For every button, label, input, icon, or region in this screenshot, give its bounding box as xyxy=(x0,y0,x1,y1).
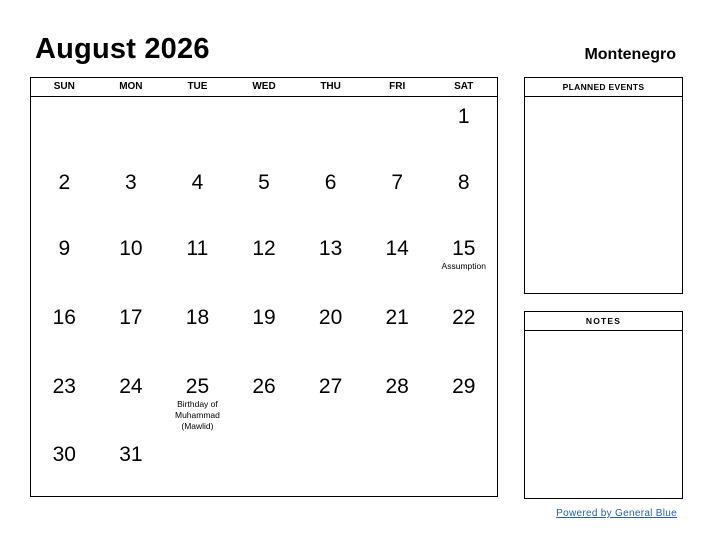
empty-day-cell xyxy=(430,435,497,499)
day-number: 30 xyxy=(52,443,76,466)
day-cell xyxy=(364,229,431,298)
day-cell xyxy=(231,229,298,298)
weekday-tue: TUE xyxy=(187,81,208,92)
day-cell xyxy=(31,229,98,298)
day-number: 25 xyxy=(185,375,210,398)
day-number: 24 xyxy=(119,375,143,398)
day-cell xyxy=(98,229,165,298)
page-title: August 2026 xyxy=(35,33,210,65)
empty-day-cell xyxy=(364,97,431,163)
day-cell xyxy=(98,298,165,367)
weekday-mon: MON xyxy=(119,81,143,92)
day-cell xyxy=(297,229,364,298)
day-number: 17 xyxy=(119,306,143,329)
day-cell xyxy=(364,163,431,229)
holiday-label: Assumption xyxy=(441,261,486,271)
weekday-fri: FRI xyxy=(389,81,406,92)
day-cell xyxy=(430,229,497,298)
day-cell xyxy=(31,163,98,229)
powered-by-link[interactable]: Powered by General Blue xyxy=(556,508,677,519)
day-cell xyxy=(231,163,298,229)
day-cell xyxy=(430,298,497,367)
day-cell xyxy=(164,163,231,229)
calendar-week-row xyxy=(31,435,497,499)
day-number: 14 xyxy=(385,237,409,260)
day-number: 15 xyxy=(452,237,476,260)
weekday-sun: SUN xyxy=(53,81,75,92)
calendar-week-row xyxy=(31,163,497,229)
day-number: 21 xyxy=(385,306,409,329)
day-number: 4 xyxy=(191,171,204,194)
day-number: 31 xyxy=(119,443,143,466)
day-cell xyxy=(31,367,98,435)
day-cell xyxy=(98,163,165,229)
day-number: 18 xyxy=(185,306,210,329)
day-number: 16 xyxy=(52,306,76,329)
day-number: 19 xyxy=(252,306,276,329)
days-grid xyxy=(31,97,497,499)
calendar-week-row xyxy=(31,229,497,298)
day-number: 1 xyxy=(457,105,470,128)
empty-day-cell xyxy=(231,97,298,163)
empty-day-cell xyxy=(164,435,231,499)
day-cell xyxy=(297,367,364,435)
weekday-thu: THU xyxy=(320,81,341,92)
day-number: 20 xyxy=(318,306,343,329)
day-cell xyxy=(164,367,231,435)
empty-day-cell xyxy=(364,435,431,499)
day-cell xyxy=(98,367,165,435)
empty-day-cell xyxy=(31,97,98,163)
calendar-week-row xyxy=(31,97,497,163)
notes-panel xyxy=(524,311,683,499)
empty-day-cell xyxy=(231,435,298,499)
empty-day-cell xyxy=(297,435,364,499)
weekday-header xyxy=(31,78,497,97)
day-number: 9 xyxy=(58,237,71,260)
empty-day-cell xyxy=(164,97,231,163)
day-number: 8 xyxy=(457,171,470,194)
planned-events-heading: PLANNED EVENTS xyxy=(525,78,682,97)
day-number: 5 xyxy=(258,171,270,194)
day-cell xyxy=(364,298,431,367)
day-cell xyxy=(231,367,298,435)
day-cell xyxy=(98,435,165,499)
day-cell xyxy=(231,298,298,367)
country-label: Montenegro xyxy=(584,46,676,63)
empty-day-cell xyxy=(98,97,165,163)
day-number: 7 xyxy=(391,171,404,194)
day-cell xyxy=(164,229,231,298)
day-number: 2 xyxy=(58,171,71,194)
day-number: 6 xyxy=(324,171,337,194)
day-cell xyxy=(297,163,364,229)
day-number: 10 xyxy=(119,237,143,260)
day-cell xyxy=(430,97,497,163)
day-number: 12 xyxy=(252,237,276,260)
day-number: 27 xyxy=(318,375,343,398)
day-number: 23 xyxy=(52,375,76,398)
day-cell xyxy=(364,367,431,435)
day-cell xyxy=(430,367,497,435)
weekday-wed: WED xyxy=(252,81,276,92)
day-cell xyxy=(31,298,98,367)
day-cell xyxy=(164,298,231,367)
day-number: 29 xyxy=(452,375,476,398)
day-cell xyxy=(430,163,497,229)
notes-heading: NOTES xyxy=(525,312,682,331)
calendar-week-row xyxy=(31,367,497,435)
calendar-grid xyxy=(30,77,498,497)
day-number: 26 xyxy=(252,375,276,398)
holiday-label: Birthday of Muhammad (Mawlid) xyxy=(175,399,220,431)
day-number: 13 xyxy=(318,237,343,260)
day-number: 22 xyxy=(452,306,476,329)
day-cell xyxy=(297,298,364,367)
calendar-week-row xyxy=(31,298,497,367)
day-number: 11 xyxy=(186,237,209,260)
weekday-sat: SAT xyxy=(454,81,474,92)
day-cell xyxy=(31,435,98,499)
empty-day-cell xyxy=(297,97,364,163)
day-number: 3 xyxy=(125,171,137,194)
day-number: 28 xyxy=(385,375,409,398)
planned-events-panel xyxy=(524,77,683,294)
